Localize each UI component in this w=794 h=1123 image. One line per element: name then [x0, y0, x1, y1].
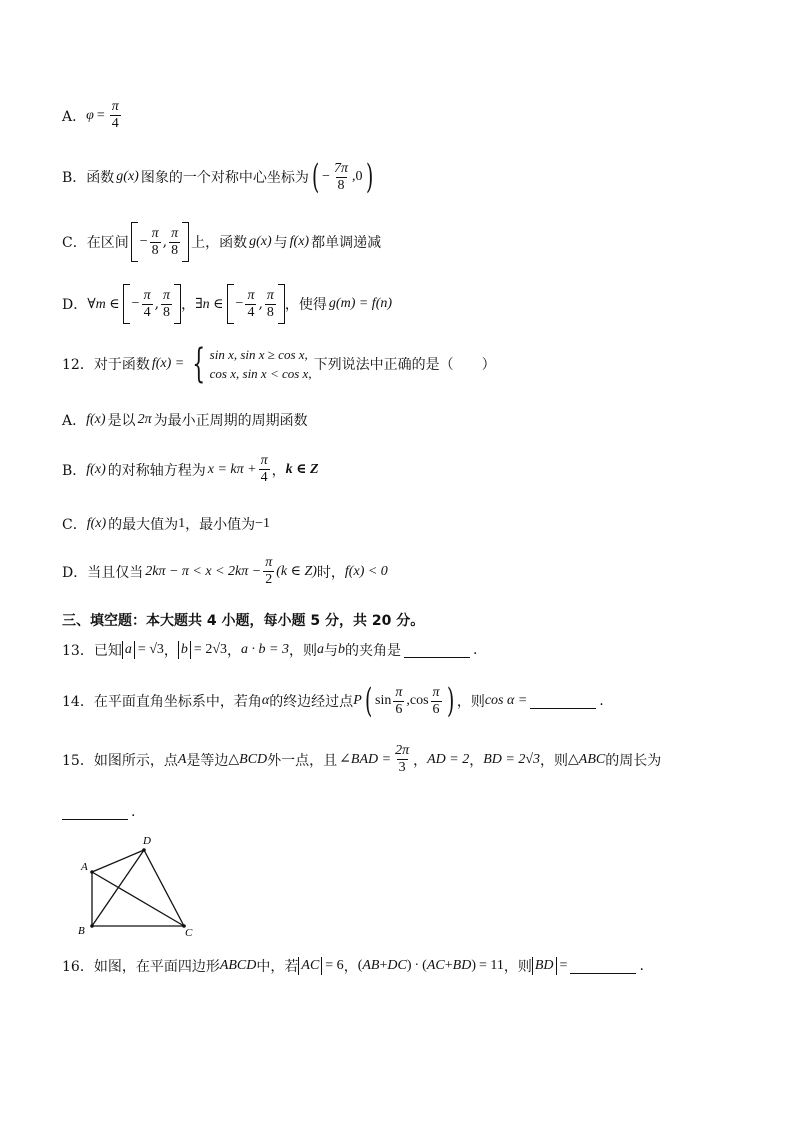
math-alpha: α: [261, 693, 270, 708]
q11-option-c: [62, 222, 381, 262]
question-text: 的周长为: [605, 752, 662, 769]
end-period: .: [639, 958, 644, 974]
length-bd: BD = 2√3: [483, 751, 540, 767]
bracket-open: [131, 222, 138, 262]
dot-product: a · b = 3: [241, 642, 289, 657]
question-text: ，则: [288, 643, 317, 659]
vertex-label-b: B: [78, 925, 85, 937]
fraction: [150, 227, 161, 258]
triangle-abc: △ABC: [568, 752, 606, 767]
end-period: .: [131, 804, 136, 820]
abs-ac: AC: [298, 957, 322, 975]
vector-b: b: [337, 642, 345, 657]
option-text: 都单调递减: [311, 235, 382, 251]
answer-blank[interactable]: [570, 959, 636, 974]
option-text: 上，函数: [191, 235, 248, 251]
vector-bd: BD: [452, 958, 472, 973]
math-value: = 6: [325, 958, 344, 973]
minus-sign: −: [131, 296, 140, 311]
math-k: k ∈ Z: [285, 462, 319, 477]
point-p: P: [353, 693, 362, 708]
math-value: −1: [255, 516, 271, 531]
paren-open: (: [422, 958, 427, 973]
equals-sign: =: [96, 107, 105, 123]
question-text: ，则: [503, 959, 532, 975]
math-f: f(x) =: [151, 356, 185, 371]
q15-answer-line: [62, 804, 135, 820]
paren-open: (: [364, 681, 373, 721]
section-heading: [62, 610, 424, 630]
q12-option-d: [62, 556, 388, 587]
math-f: f(x): [289, 234, 310, 249]
math-f: f(x): [86, 461, 106, 477]
paren-open: (: [311, 157, 320, 197]
option-label: D．: [62, 297, 88, 313]
separator: ，: [469, 752, 484, 769]
math-f: f(x): [86, 516, 107, 531]
option-label: C．: [62, 517, 87, 533]
abs-a: a: [122, 641, 135, 659]
math-value: = 11: [478, 958, 504, 973]
q11-option-d: [62, 284, 392, 324]
math-condition: (k ∈ Z): [276, 564, 317, 579]
brace: {: [192, 341, 206, 387]
fraction-denominator: 6: [432, 701, 440, 717]
separator: ，: [413, 752, 428, 769]
math-cos: ,cos: [406, 693, 429, 708]
question-text: 的夹角是: [344, 643, 401, 659]
abs-b: b: [178, 641, 191, 659]
question-text: 14．在平面直角坐标系中，若角: [62, 694, 262, 710]
length-ad: AD = 2: [427, 751, 470, 767]
bracket-close: [174, 284, 181, 324]
triangle-bcd: △BCD: [228, 752, 268, 767]
vector-ab: AB: [362, 958, 380, 973]
minus-sign: −: [322, 169, 331, 184]
fraction-numerator: π: [247, 287, 255, 303]
question-text: ，则: [540, 752, 568, 769]
question-text: 12．对于函数: [62, 357, 150, 373]
angle-bad: ∠BAD =: [339, 752, 392, 767]
fraction-numerator: π: [163, 287, 171, 303]
separator: ，: [163, 643, 178, 659]
option-text: 图象的一个对称中心坐标为: [140, 170, 309, 186]
question-text: 下列说法中正确的是（ ）: [313, 357, 496, 373]
fraction-denominator: 8: [266, 304, 274, 320]
math-equation: g(m) = f(n): [328, 296, 393, 311]
fraction: [161, 289, 172, 320]
quad-abcd: ABCD: [219, 958, 257, 973]
option-label: B．: [62, 462, 87, 479]
fraction-denominator: 3: [398, 760, 406, 775]
q12-option-b: [62, 454, 319, 485]
exists-n: ∃n ∈: [195, 296, 224, 312]
math-result: f(x) < 0: [344, 563, 388, 579]
fraction-numerator: π: [171, 225, 179, 241]
option-label: A．: [62, 413, 87, 429]
option-text: 的对称轴方程为: [107, 462, 206, 479]
q12-option-c: [62, 514, 270, 534]
fraction-numerator: 7π: [334, 160, 349, 176]
option-text: 在区间: [86, 235, 129, 251]
fraction-numerator: π: [143, 287, 151, 303]
fraction-denominator: 4: [260, 470, 268, 485]
fraction-numerator: π: [266, 287, 274, 303]
answer-blank[interactable]: [530, 694, 596, 709]
separator: ，: [227, 643, 242, 659]
paren-open: (: [357, 958, 363, 973]
bracket-open: [227, 284, 234, 324]
coord-tail: ,0: [352, 169, 363, 184]
fraction-denominator: 2: [265, 572, 273, 587]
paren-close: ): [365, 157, 373, 197]
math-inequality: 2kπ − π < x < 2kπ −: [145, 563, 262, 579]
case-line: sin x, sin x ≥ cos x,: [209, 347, 308, 362]
fraction: [265, 289, 276, 320]
vertex-label-d: D: [143, 835, 151, 847]
question-text: 13．已知: [62, 643, 122, 659]
option-text: ，最小值为: [185, 517, 256, 533]
vertex-label-a: A: [81, 861, 88, 873]
math-value: = √3: [137, 642, 164, 657]
fraction: [142, 289, 153, 320]
option-text: 函数: [86, 170, 115, 186]
math-value: = 2√3: [193, 642, 228, 657]
math-sin: sin: [375, 693, 392, 708]
question-text: 15．如图所示，点: [62, 752, 178, 769]
equals-sign: =: [559, 958, 568, 973]
end-period: .: [599, 693, 604, 709]
separator: ，: [271, 462, 286, 479]
question-text: 中，若: [256, 959, 299, 975]
section-title: 三、填空题：本大题共 4 小题，每小题 5 分，共 20 分。: [62, 613, 425, 629]
phi-symbol: φ: [86, 107, 94, 123]
paren-close: ): [471, 958, 476, 973]
bracket-close: [182, 222, 189, 262]
q16: [62, 956, 644, 976]
q13: [62, 640, 477, 660]
bracket-open: [123, 284, 130, 324]
q11-option-a: [62, 100, 123, 131]
case-line: cos x, sin x < cos x,: [209, 366, 312, 381]
fraction-numerator: π: [265, 555, 273, 570]
q15: [62, 744, 661, 775]
minus-sign: −: [139, 234, 148, 249]
fraction-denominator: 8: [337, 177, 345, 193]
fraction-denominator: 6: [395, 701, 403, 717]
fraction: [393, 744, 411, 775]
vector-ac: AC: [426, 958, 445, 973]
answer-blank[interactable]: [62, 805, 128, 820]
option-text: 时，: [316, 564, 345, 581]
option-text: 是以: [107, 413, 136, 429]
math-value: 1: [178, 516, 186, 531]
fraction: [393, 686, 404, 717]
piecewise-cases: [186, 341, 312, 387]
vertex-label-c: C: [185, 927, 193, 938]
fraction-numerator: π: [260, 453, 268, 468]
option-label: C．: [62, 235, 87, 251]
fraction-numerator: 2π: [395, 743, 410, 758]
option-text: ，使得: [284, 297, 327, 313]
fraction-denominator: 4: [247, 304, 255, 320]
plus-sign: +: [444, 958, 453, 973]
fraction-denominator: 8: [171, 242, 179, 258]
fraction: [169, 227, 180, 258]
plus-sign: +: [379, 958, 388, 973]
option-text: 的最大值为: [108, 517, 179, 533]
paren-close: ): [446, 681, 454, 721]
question-text: ，则: [456, 694, 485, 710]
fraction: [263, 556, 274, 587]
option-label: A．: [62, 108, 87, 125]
question-text: 与: [323, 643, 338, 659]
fraction-numerator: π: [111, 99, 119, 114]
paren-close: ): [406, 958, 412, 973]
q14: [62, 681, 604, 721]
fraction: [259, 454, 270, 485]
fraction: [431, 686, 442, 717]
q12-option-a: [62, 410, 308, 430]
comma: ,: [162, 234, 168, 250]
end-period: .: [472, 642, 478, 658]
math-equation: x = kπ +: [207, 461, 257, 477]
math-g: g(x): [249, 234, 272, 249]
option-label: D．当且仅当: [62, 564, 144, 581]
question-text: 是等边: [186, 752, 229, 769]
math-f: f(x): [86, 412, 106, 427]
minus-sign: −: [235, 296, 244, 311]
fraction-denominator: 8: [151, 242, 159, 258]
fraction-numerator: π: [395, 684, 403, 700]
separator: ，: [343, 959, 358, 975]
q11-option-b: [62, 157, 376, 197]
comma: ,: [258, 296, 263, 312]
forall-m: ∀m ∈: [87, 296, 120, 312]
comma: ,: [154, 296, 160, 312]
option-text: 与: [273, 235, 288, 251]
geometry-figure: [72, 832, 206, 938]
question-text: 外一点，且: [267, 752, 338, 769]
q12-stem: [62, 341, 496, 387]
option-label: B．: [62, 170, 87, 186]
dot-sign: ·: [414, 958, 420, 973]
vector-dc: DC: [387, 958, 407, 973]
question-text: 的终边经过点: [269, 694, 354, 710]
vector-a: a: [316, 642, 324, 657]
separator: ，: [181, 297, 196, 313]
point-a: A: [177, 751, 187, 767]
math-value: 2π: [137, 412, 152, 427]
bracket-close: [278, 284, 285, 324]
math-cos-alpha: cos α =: [484, 693, 528, 708]
math-g: g(x): [116, 169, 139, 184]
fraction-denominator: 4: [143, 304, 151, 320]
abs-bd: BD: [532, 957, 557, 975]
fraction-denominator: 8: [163, 304, 171, 320]
fraction-numerator: π: [151, 225, 159, 241]
fraction-numerator: π: [432, 684, 440, 700]
answer-blank[interactable]: [404, 643, 470, 658]
question-text: 16．如图，在平面四边形: [62, 959, 220, 975]
fraction: [332, 162, 350, 193]
fraction: [110, 100, 121, 131]
option-text: 为最小正周期的周期函数: [153, 413, 308, 429]
fraction: [245, 289, 256, 320]
fraction-denominator: 4: [111, 116, 119, 131]
